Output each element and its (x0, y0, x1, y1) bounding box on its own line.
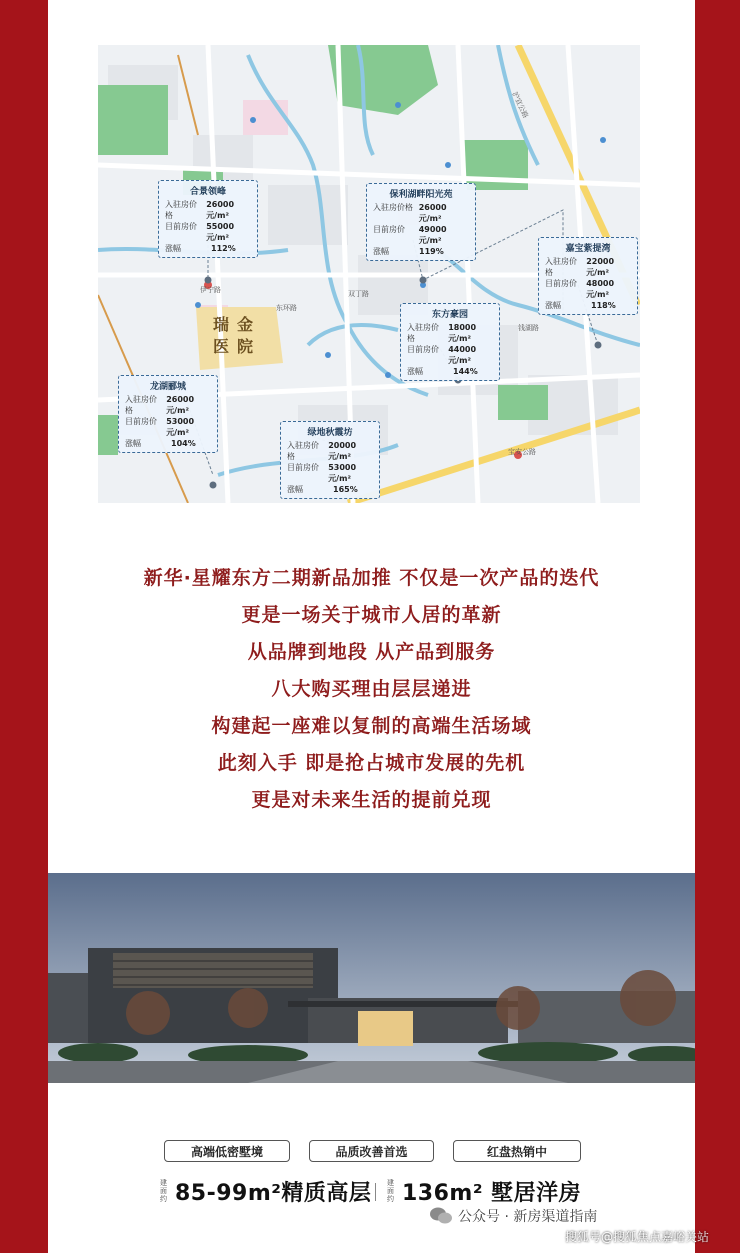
project-card (400, 303, 500, 381)
growth-value: 165% (333, 485, 358, 494)
project-card (280, 421, 380, 499)
price-value: 48000元/m² (586, 279, 615, 299)
copy-line: 更是一场关于城市人居的革新 (241, 604, 502, 626)
price-label: 入驻房价格 (165, 200, 197, 220)
left-frame (0, 0, 48, 1253)
growth-label: 涨幅 (165, 244, 181, 253)
growth-value: 118% (591, 301, 616, 310)
project-name: 嘉宝紫提湾 (565, 244, 611, 254)
project-card (118, 375, 218, 453)
price-label: 入驻房价格 (287, 441, 319, 461)
price-value: 55000元/m² (206, 222, 235, 242)
price-label: 目前房价 (165, 222, 197, 231)
street-label: 钱湖路 (518, 324, 539, 332)
ruijin-hospital-label (194, 303, 280, 369)
growth-value: 104% (171, 439, 196, 448)
growth-label: 涨幅 (125, 439, 141, 448)
street-label: 沪宜公路 (510, 90, 530, 120)
price-value: 44000元/m² (448, 345, 477, 365)
price-value: 18000元/m² (448, 323, 477, 343)
tag-hot-sale: 红盘热销中 (453, 1140, 581, 1162)
spec-villa-text: 136m² 墅居洋房 (402, 1180, 582, 1206)
price-value: 26000元/m² (166, 395, 195, 415)
growth-label: 涨幅 (407, 367, 423, 376)
price-value: 49000元/m² (418, 225, 447, 245)
feature-tags (164, 1140, 584, 1162)
copy-line: 构建起一座难以复制的高端生活场域 (211, 715, 532, 737)
street-label: 伊宁路 (200, 286, 221, 294)
promo-copy (48, 560, 695, 819)
project-card (158, 180, 258, 258)
copy-line: 从品牌到地段 从产品到服务 (247, 641, 496, 663)
price-label: 入驻房价格 (407, 323, 439, 343)
growth-value: 144% (453, 367, 478, 376)
spec-villa (387, 1176, 581, 1206)
growth-value: 112% (211, 244, 236, 253)
price-label: 入驻房价格 (125, 395, 157, 415)
hospital-line-2: 医院 (212, 337, 262, 356)
copy-line: 此刻入手 即是抢占城市发展的先机 (217, 752, 526, 774)
spec-divider (375, 1183, 376, 1201)
location-map (98, 45, 640, 503)
copy-line: 八大购买理由层层递进 (271, 678, 472, 700)
street-label: 东环路 (276, 304, 297, 312)
growth-label: 涨幅 (373, 247, 389, 256)
hospital-line-1: 瑞金 (212, 315, 262, 334)
copy-line: 更是对未来生活的提前兑现 (251, 789, 492, 811)
price-label: 目前房价 (287, 463, 319, 472)
project-name: 龙湖郦城 (149, 382, 186, 392)
price-label: 目前房价 (545, 279, 577, 288)
price-value: 53000元/m² (328, 463, 357, 483)
price-label: 目前房价 (373, 225, 405, 234)
tag-low-density: 高端低密墅境 (164, 1140, 290, 1162)
copy-line: 新华·星耀东方二期新品加推 不仅是一次产品的迭代 (143, 567, 600, 589)
price-value: 26000元/m² (418, 203, 447, 223)
tag-quality-upgrade: 品质改善首选 (309, 1140, 434, 1162)
price-label: 入驻房价格 (545, 257, 577, 277)
project-card (366, 183, 476, 261)
price-label: 入驻房价格 (373, 203, 413, 212)
project-name: 绿地秋霞坊 (307, 428, 353, 438)
price-value: 20000元/m² (328, 441, 357, 461)
account-name: 公众号 · 新房渠道指南 (458, 1209, 598, 1225)
growth-label: 涨幅 (545, 301, 561, 310)
area-label: 建面约 (160, 1179, 167, 1203)
price-label: 目前房价 (407, 345, 439, 354)
area-label: 建面约 (387, 1179, 394, 1203)
growth-label: 涨幅 (287, 485, 303, 494)
right-frame (695, 0, 740, 1253)
price-label: 目前房价 (125, 417, 157, 426)
watermark: 搜狐号@搜狐焦点嘉峪关站 (565, 1230, 710, 1244)
wechat-icon (430, 1207, 452, 1225)
project-name: 合景领峰 (189, 187, 226, 197)
project-name: 东方豪园 (431, 310, 468, 320)
spec-highrise (160, 1176, 371, 1206)
price-value: 26000元/m² (206, 200, 235, 220)
growth-value: 119% (419, 247, 444, 256)
project-name: 保利湖畔阳光苑 (389, 190, 453, 200)
price-value: 22000元/m² (586, 257, 615, 277)
street-label: 双丁路 (348, 290, 369, 298)
account-footer (430, 1206, 597, 1226)
building-photo (48, 873, 695, 1083)
price-value: 53000元/m² (166, 417, 195, 437)
street-label: 宝安公路 (508, 448, 536, 456)
article-card (48, 0, 695, 1253)
spec-highrise-text: 85-99m²精质高层 (175, 1180, 372, 1206)
project-card (538, 237, 638, 315)
